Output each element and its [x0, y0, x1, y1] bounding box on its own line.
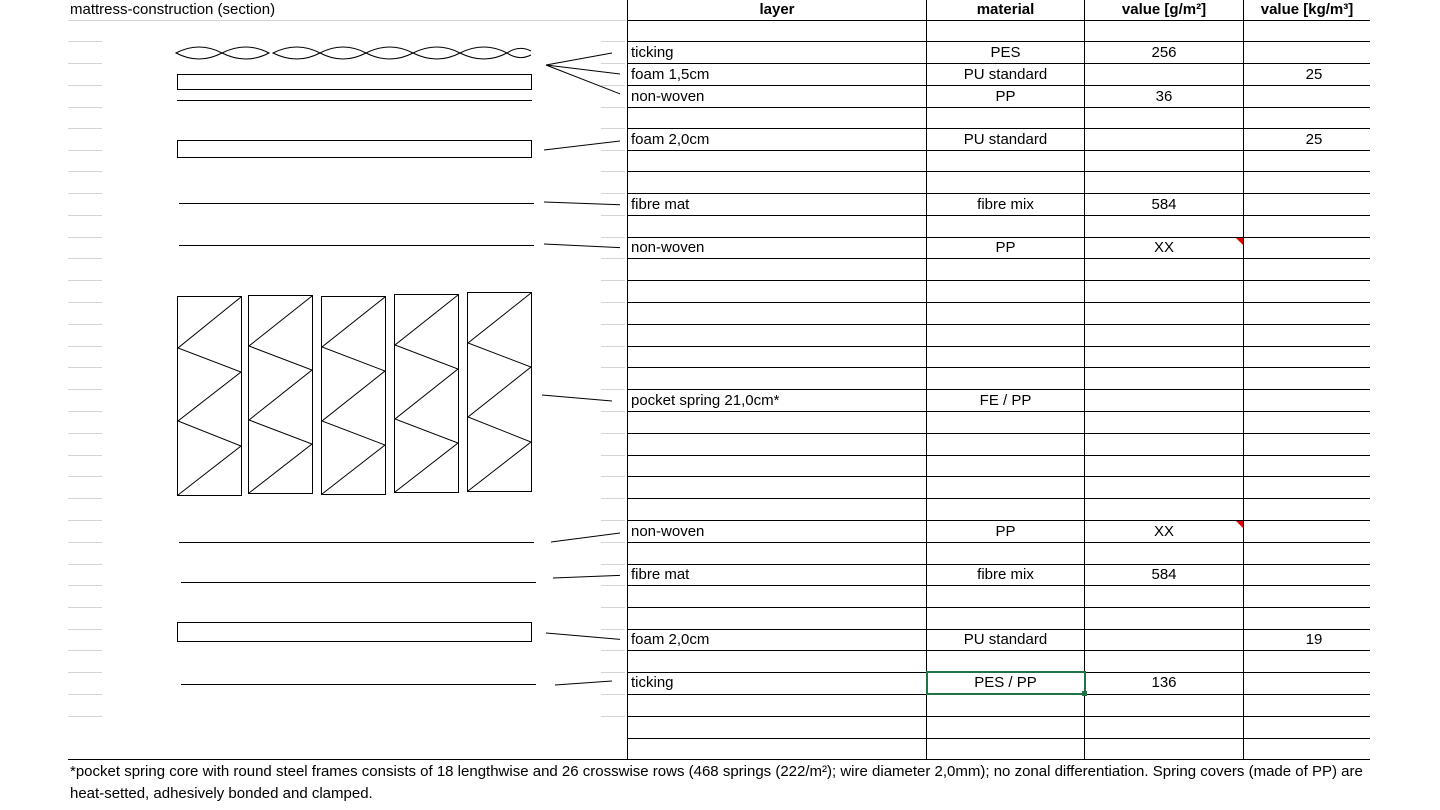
cell-material[interactable]: PP	[995, 239, 1016, 256]
cell-value-gm2[interactable]: 136	[1151, 674, 1177, 691]
row-divider	[628, 564, 1370, 565]
row-divider	[628, 20, 1370, 21]
cell-value-kgm3[interactable]: 25	[1305, 131, 1323, 148]
cell-material[interactable]: PES	[990, 44, 1021, 61]
header-value-kgm3[interactable]: value [kg/m³]	[1260, 1, 1354, 18]
row-divider	[628, 107, 1370, 108]
cell-layer[interactable]: foam 1,5cm	[631, 66, 710, 83]
pocket-spring-shape	[395, 295, 459, 493]
cell-material[interactable]: PU standard	[963, 131, 1048, 148]
selected-cell-outline[interactable]	[926, 671, 1086, 695]
row-divider	[628, 258, 1370, 259]
row-divider	[628, 498, 1370, 499]
header-material[interactable]: material	[976, 1, 1035, 18]
cell-material[interactable]: PP	[995, 523, 1016, 540]
row-divider	[628, 41, 1370, 42]
row-divider	[628, 193, 1370, 194]
row-divider	[628, 389, 1370, 390]
row-divider	[628, 85, 1370, 86]
row-divider	[628, 738, 1370, 739]
pocket-spring-shape	[178, 297, 242, 496]
cell-value-kgm3[interactable]: 25	[1305, 66, 1323, 83]
row-divider	[628, 411, 1370, 412]
row-divider	[628, 629, 1370, 630]
row-divider	[628, 63, 1370, 64]
cell-layer[interactable]: foam 2,0cm	[631, 131, 710, 148]
cell-value-gm2[interactable]: 256	[1151, 44, 1177, 61]
cell-material[interactable]: PP	[995, 88, 1016, 105]
header-layer[interactable]: layer	[759, 1, 795, 18]
cell-layer[interactable]: non-woven	[631, 239, 705, 256]
column-divider-left	[627, 0, 628, 760]
footnote: *pocket spring core with round steel frames consists of 18 lengthwise and 26 crosswise rows (468 springs (222/m²); wire diameter 2,0mm); no zonal differentiation. Spring covers (made of PP) are heat-setted, adhesively bonded and clamped.	[70, 763, 1363, 802]
comment-indicator[interactable]	[1236, 238, 1243, 245]
row-divider	[628, 324, 1370, 325]
pocket-spring-shape	[322, 297, 386, 495]
header-value-gm2[interactable]: value [g/m²]	[1121, 1, 1207, 18]
cell-value-gm2[interactable]: 584	[1151, 196, 1177, 213]
row-divider	[628, 215, 1370, 216]
cell-value-kgm3[interactable]: 19	[1305, 631, 1323, 648]
row-divider	[628, 455, 1370, 456]
comment-indicator[interactable]	[1236, 521, 1243, 528]
row-divider	[628, 237, 1370, 238]
row-divider	[628, 650, 1370, 651]
leader-lines	[542, 53, 620, 685]
row-divider	[628, 150, 1370, 151]
cell-material[interactable]: fibre mix	[977, 196, 1034, 213]
mattress-section-drawing	[0, 0, 620, 760]
cell-layer[interactable]: ticking	[631, 44, 674, 61]
row-divider	[628, 542, 1370, 543]
cell-layer[interactable]: non-woven	[631, 88, 705, 105]
row-divider	[628, 367, 1370, 368]
row-divider	[628, 476, 1370, 477]
cell-value-gm2[interactable]: XX	[1153, 523, 1174, 540]
row-divider	[628, 346, 1370, 347]
row-divider	[628, 280, 1370, 281]
cell-layer[interactable]: ticking	[631, 674, 674, 691]
row-divider	[628, 585, 1370, 586]
pocket-spring-shape	[249, 296, 313, 494]
cell-material[interactable]: PU standard	[963, 66, 1048, 83]
row-divider	[628, 128, 1370, 129]
column-divider-material-gm2	[1084, 0, 1085, 760]
cell-value-gm2[interactable]: XX	[1153, 239, 1174, 256]
foam-layer-shape	[178, 141, 532, 158]
sheet-title: mattress-construction (section)	[70, 1, 276, 18]
cell-value-gm2[interactable]: 584	[1151, 566, 1177, 583]
cell-material[interactable]: fibre mix	[977, 566, 1034, 583]
fill-handle[interactable]	[1082, 691, 1087, 696]
pocket-spring-shape	[468, 293, 532, 492]
ticking-quilting-shape	[176, 47, 531, 59]
row-divider	[628, 520, 1370, 521]
foam-layer-shape	[178, 623, 532, 642]
row-divider	[628, 433, 1370, 434]
cell-layer[interactable]: non-woven	[631, 523, 705, 540]
row-divider	[628, 716, 1370, 717]
cell-layer[interactable]: pocket spring 21,0cm*	[631, 392, 780, 409]
row-divider	[628, 607, 1370, 608]
cell-layer[interactable]: fibre mat	[631, 566, 690, 583]
cell-value-gm2[interactable]: 36	[1155, 88, 1173, 105]
cell-material[interactable]: PU standard	[963, 631, 1048, 648]
cell-material[interactable]: PES / PP	[974, 674, 1037, 691]
row-divider	[628, 302, 1370, 303]
cell-material[interactable]: FE / PP	[979, 392, 1032, 409]
row-divider	[628, 171, 1370, 172]
foam-layer-shape	[178, 75, 532, 90]
cell-layer[interactable]: foam 2,0cm	[631, 631, 710, 648]
cell-layer[interactable]: fibre mat	[631, 196, 690, 213]
